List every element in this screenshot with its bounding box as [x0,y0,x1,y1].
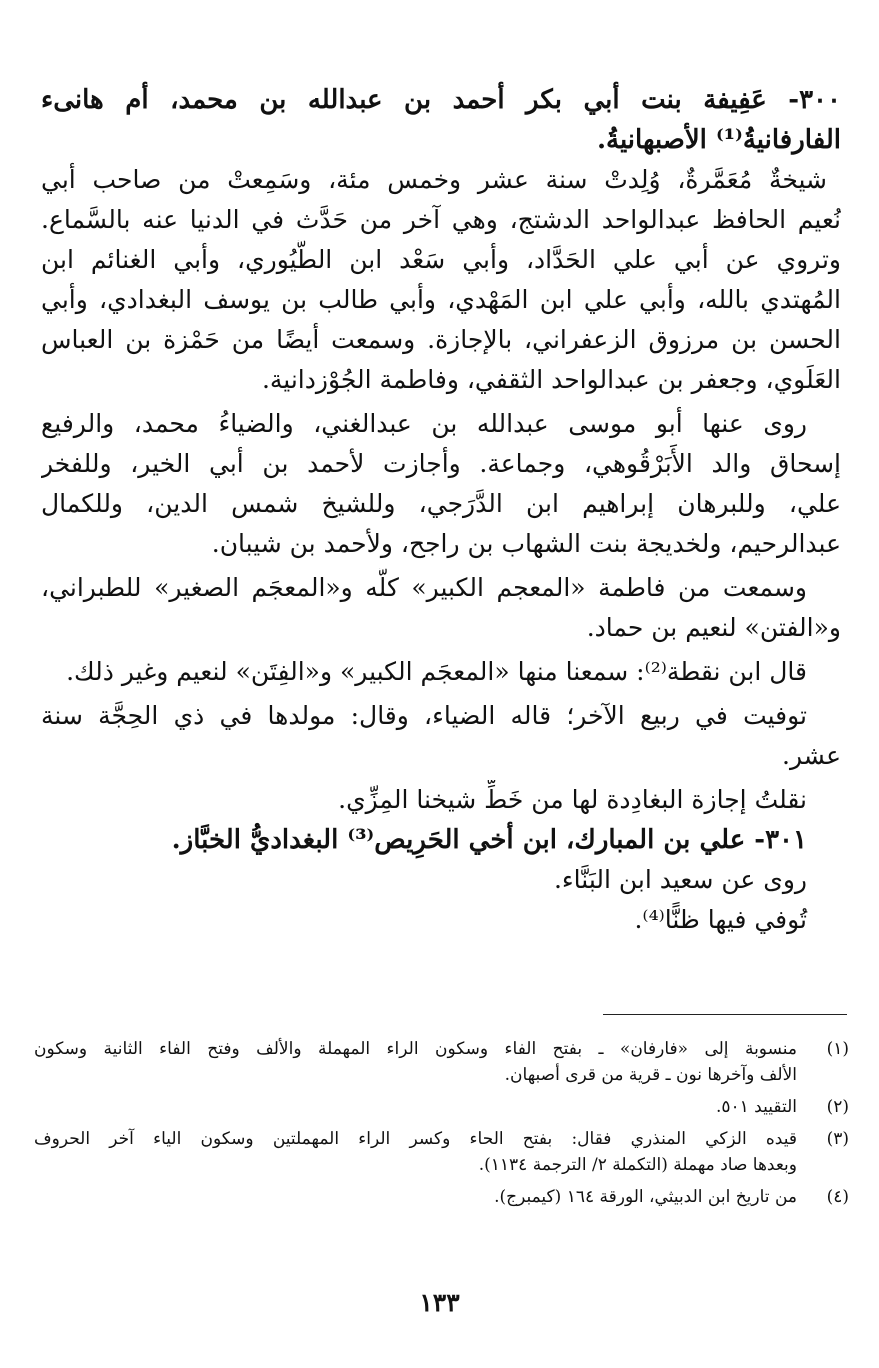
paragraph-line: تُوفي فيها ظنًّا⁽⁴⁾. [634,905,807,934]
footnote-line: منسوبة إلى «فارفان» ـ بفتح الفاء وسكون الراء المهملة والألف وفتح الفاء الثانية وسكون [34,1039,797,1059]
footnote-number: (٢) [826,1097,849,1117]
paragraph-line: عبدالرحيم، ولخديجة بنت الشهاب بن راجح، ولأحمد بن شيبان. [211,529,841,558]
paragraph-line: وسمعت من فاطمة «المعجم الكبير» كلَّه و«المعجَم الصغير» للطبراني، [41,573,807,602]
footnotes [34,1036,849,1210]
paragraph-line: نُعيم الحافظ عبدالواحد الدشتج، وهي آخر من حَدَّث في الدنيا عنه بالسَّماع. [41,205,841,234]
paragraph-line: علي، وللبرهان إبراهيم ابن الدَّرَجي، وللشيخ شمس الدين، وللكمال [41,489,841,518]
paragraph-line: المُهتدي بالله، وأبي علي ابن المَهْدي، وأبي طالب بن يوسف البغدادي، وأبي [41,285,841,314]
footnote-line: قيده الزكي المنذري فقال: بفتح الحاء وكسر الراء المهملتين وسكون الياء آخر الحروف [34,1129,797,1149]
paragraph-line: الحسن بن مرزوق الزعفراني، بالإجازة. وسمعت أيضًا من حَمْزة بن العباس [41,325,841,354]
paragraph-line: عشر. [782,741,841,770]
paragraph-line: قال ابن نقطة⁽²⁾: سمعنا منها «المعجَم الكبير» و«الفِتَن» لنعيم وغير ذلك. [66,657,807,686]
entry-heading-line: ٣٠١- علي بن المبارك، ابن أخي الحَرِيص⁽³⁾ البغداديُّ الخبَّاز. [171,825,807,855]
main-text [41,80,841,940]
footnote [34,1094,849,1120]
entry-heading-line: الفارفانيةُ⁽¹⁾ الأصبهانيةُ. [596,125,841,155]
page-number: ١٣٣ [419,1288,460,1317]
footnote [34,1126,849,1178]
paragraph-line: نقلتُ إجازة البغادِدة لها من خَطِّ شيخنا المِزِّي. [338,785,807,814]
footnote-number: (١) [826,1039,849,1059]
paragraph-line: روى عن سعيد ابن البَنَّاء. [553,865,807,894]
footnote-line: التقييد ٥٠١. [715,1097,797,1117]
footnote-number: (٤) [826,1187,849,1207]
footnote [34,1184,849,1210]
paragraph-line: العَلَوي، وجعفر بن عبدالواحد الثقفي، وفاطمة الجُوْزدانية. [261,365,841,394]
paragraph-line: توفيت في ربيع الآخر؛ قاله الضياء، وقال: مولدها في ذي الحِجَّة سنة [41,701,807,730]
entry-heading-line: ٣٠٠- عَفِيفة بنت أبي بكر أحمد بن عبدالله بن محمد، أم هانىء [41,85,841,115]
paragraph-line: وتروي عن أبي علي الحَدَّاد، وأبي سَعْد ابن الطُّيُوري، وأبي الغنائم ابن [41,245,841,274]
paragraph-line: شيخةٌ مُعَمَّرةٌ، وُلِدتْ سنة عشر وخمس مئة، وسَمِعتْ من صاحب أبي [41,165,827,194]
paragraph-line: روى عنها أبو موسى عبدالله بن عبدالغني، والضياءُ محمد، والرفيع [41,409,807,438]
footnote-number: (٣) [826,1129,849,1149]
footnote-line: الألف وآخرها نون ـ قرية من قرى أصبهان. [504,1065,797,1085]
paragraph-line: إسحاق والد الأَبَرْقُوهي، وجماعة. وأجازت لأحمد بن أبي الخير، وللفخر [41,449,841,478]
footnote-separator [603,1014,847,1015]
paragraph-line: و«الفتن» لنعيم بن حماد. [586,613,841,642]
footnote-line: من تاريخ ابن الدبيثي، الورقة ١٦٤ (كيمبرج). [494,1187,797,1207]
footnote-line: وبعدها صاد مهملة (التكملة ٢/ الترجمة ١١٣٤). [478,1155,797,1175]
footnote [34,1036,849,1088]
